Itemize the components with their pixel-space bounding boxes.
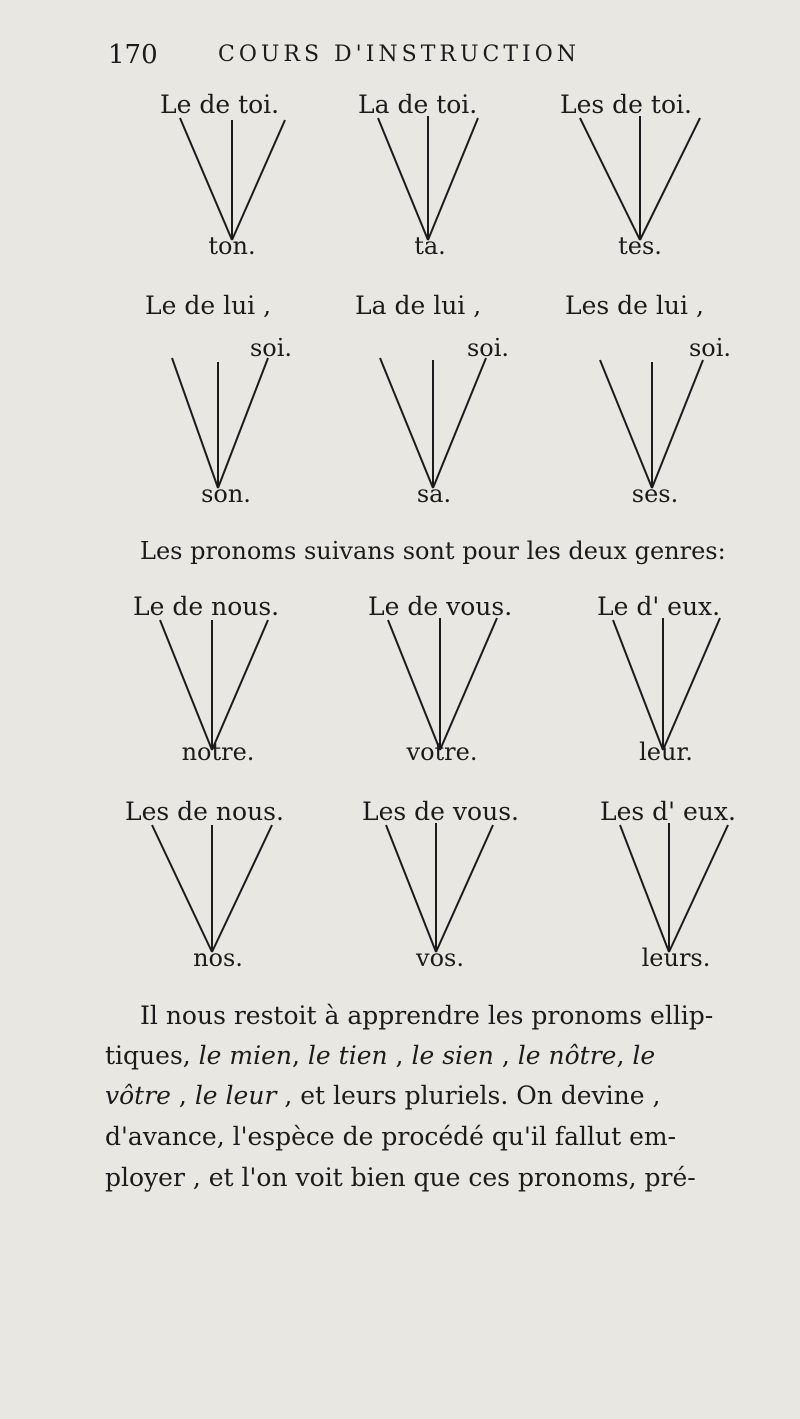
connector-line [669,825,728,952]
connector-line [386,825,436,952]
genre-caption: Les pronoms suivans sont pour les deux genres: [140,537,726,565]
connector-line [620,825,669,952]
connector-line [212,825,272,952]
connector-line [160,620,212,750]
connector-line [428,118,478,240]
connector-line [440,618,497,750]
group-note: soi. [688,334,732,362]
connector-line [433,358,486,488]
connector-line [388,620,440,750]
group-phrase: Les de lui , [565,291,704,320]
paragraph-line: Il nous restoit à apprendre les pronoms ellip- [140,1001,714,1030]
connector-line [580,118,640,240]
group-phrase: Les de nous. [125,797,284,826]
connector-line [600,360,652,488]
group-phrase: Les de vous. [362,797,519,826]
group-phrase: Le de nous. [133,592,280,621]
connector-line [663,618,720,750]
group-pronoun: leurs. [641,944,711,972]
paragraph-line: tiques, le mien, le tien , le sien , le nôtre, le [105,1041,656,1070]
group-pronoun: vos. [416,944,464,972]
group-pronoun: ta. [414,232,446,260]
group-pronoun: notre. [181,738,255,766]
group-pronoun: votre. [406,738,478,766]
connector-line [180,118,232,240]
paragraph-line: vôtre , le leur , et leurs pluriels. On devine , [105,1081,661,1110]
group-pronoun: tes. [618,232,662,260]
group-pronoun: ton. [208,232,256,260]
page-number: 170 [108,40,158,70]
group-phrase: Le d' eux. [597,592,721,621]
group-pronoun: son. [201,480,251,508]
group-pronoun: leur. [639,738,693,766]
connector-line [380,358,433,488]
connector-line [613,620,663,750]
connector-line [232,120,285,240]
group-note: soi. [249,334,293,362]
group-phrase: La de toi. [358,90,478,119]
group-pronoun: nos. [193,944,243,972]
connector-line [172,358,218,488]
group-phrase: Les de toi. [560,90,692,119]
group-phrase: Le de lui , [145,291,272,320]
connector-line [652,360,703,488]
group-phrase: Les d' eux. [600,797,736,826]
group-phrase: Le de vous. [368,592,513,621]
paragraph-line: d'avance, l'espèce de procédé qu'il fallut em- [105,1122,677,1151]
connector-line [378,118,428,240]
paragraph-line: ployer , et l'on voit bien que ces pronoms, pré- [105,1163,696,1192]
connector-line [212,620,268,750]
group-pronoun: ses. [631,480,679,508]
group-note: soi. [466,334,510,362]
connector-line [436,825,493,952]
group-phrase: Le de toi. [160,90,280,119]
connector-line [152,825,212,952]
running-title: COURS D'INSTRUCTION [218,42,580,67]
connector-line [640,118,700,240]
connector-line [218,358,268,488]
group-phrase: La de lui , [355,291,482,320]
group-pronoun: sa. [416,480,452,508]
